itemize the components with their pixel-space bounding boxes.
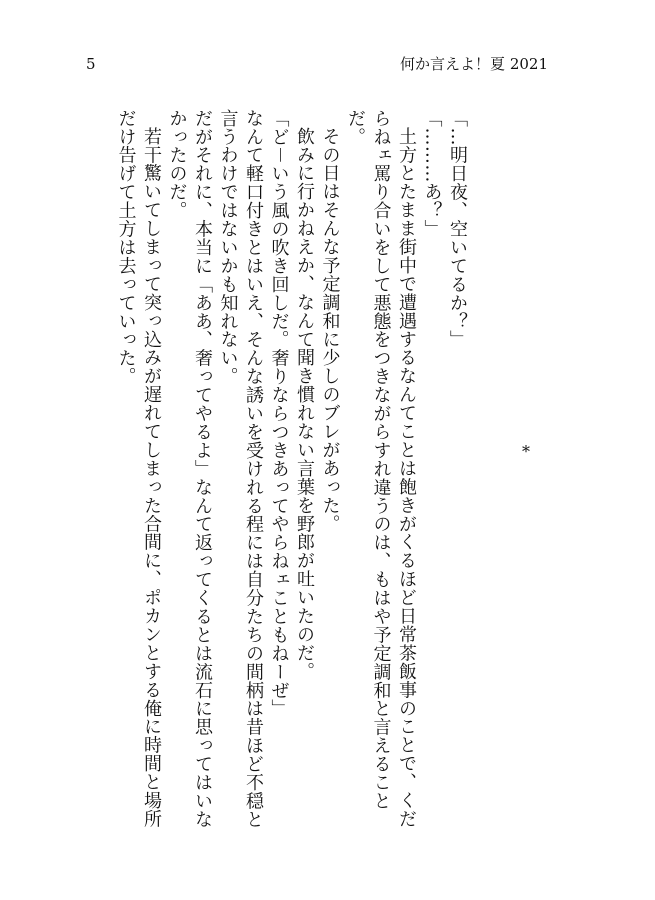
narration-paragraph: 飲みに行かねえか、なんて聞き慣れない言葉を野郎が吐いたのだ。 bbox=[294, 127, 315, 681]
narration-paragraph: なんて軽口付きとはいえ、そんな誘いを受けれる程には自分たちの間柄は昔ほど不穏と言うわけではないかも知れない。 bbox=[217, 109, 264, 829]
narration-paragraph: だがそれに、本当に「ああ、奢ってやるよ」なんて返ってくるとは流石に思ってはいなかったのだ。 bbox=[166, 109, 213, 829]
dialogue-line: 「ど－いう風の吹き回しだ。奢りならつきあってやらねェこともねーぜ」 bbox=[268, 109, 290, 718]
scene-break-asterisk: * bbox=[522, 442, 530, 461]
narration-paragraph: 土方とたまま街中で遭遇するなんてことは飽きがくるほど日常茶飯事のことで、くだらねェ罵り合いをして悪態をつきながらすれ違うのは、もはや予定調和と言えることだ。 bbox=[345, 109, 417, 829]
narration-paragraph: その日はそんな予定調和に少しのブレがあった。 bbox=[319, 127, 341, 533]
page-number: 5 bbox=[86, 55, 96, 73]
running-title: 何か言えよ！夏 2021 bbox=[400, 55, 548, 73]
narration-paragraph: 若干驚いてしまって突っ込みが遅れてしまった合間に、ポカンとする俺に時間と場所だけ告げて土方は去っていった。 bbox=[115, 109, 162, 829]
dialogue-line: 「…明日夜、空いてるか？」 bbox=[447, 109, 468, 349]
vertical-body-text bbox=[115, 109, 470, 844]
dialogue-line: 「………あ？」 bbox=[421, 109, 443, 239]
